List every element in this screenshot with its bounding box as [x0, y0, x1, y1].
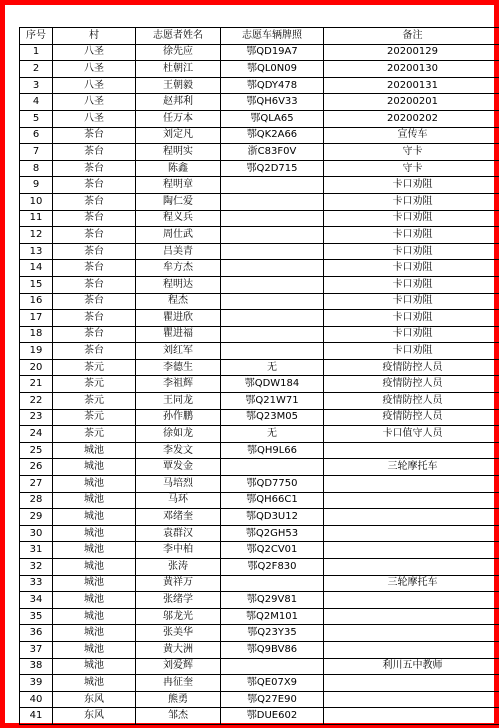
- cell-village: 茶台: [53, 144, 136, 161]
- table-row: [20, 708, 499, 725]
- cell-plate: [221, 658, 324, 675]
- table-row: [20, 61, 499, 78]
- cell-village: 八圣: [53, 44, 136, 61]
- cell-volunteer-name: 程杰: [136, 293, 221, 310]
- cell-plate: 鄂QL0N09: [221, 61, 324, 78]
- table-row: [20, 509, 499, 526]
- table-row: [20, 559, 499, 576]
- cell-volunteer-name: 李中柏: [136, 542, 221, 559]
- table-row: [20, 127, 499, 144]
- cell-plate: [221, 459, 324, 476]
- cell-plate: [221, 260, 324, 277]
- cell-plate: 鄂QH66C1: [221, 492, 324, 509]
- cell-no: 26: [20, 459, 53, 476]
- cell-plate: 浙C83F0V: [221, 144, 324, 161]
- cell-remark: [324, 675, 499, 692]
- cell-remark: 卡口值守人员: [324, 426, 499, 443]
- cell-village: 城池: [53, 625, 136, 642]
- cell-village: 茶台: [53, 127, 136, 144]
- cell-plate: 鄂Q2CV01: [221, 542, 324, 559]
- cell-remark: 20200129: [324, 44, 499, 61]
- cell-remark: 疫情防控人员: [324, 376, 499, 393]
- cell-no: 10: [20, 193, 53, 210]
- header-volunteer-name: 志愿者姓名: [136, 28, 221, 45]
- cell-plate: [221, 343, 324, 360]
- cell-plate: 鄂Q2D715: [221, 160, 324, 177]
- table-row: [20, 276, 499, 293]
- cell-no: 3: [20, 77, 53, 94]
- table-row: [20, 310, 499, 327]
- cell-volunteer-name: 刘红军: [136, 343, 221, 360]
- table-row: [20, 160, 499, 177]
- cell-remark: 三轮摩托车: [324, 575, 499, 592]
- table-body: [20, 44, 499, 724]
- cell-plate: 鄂DUE602: [221, 708, 324, 725]
- table-row: [20, 326, 499, 343]
- cell-remark: [324, 442, 499, 459]
- cell-remark: [324, 542, 499, 559]
- cell-remark: 疫情防控人员: [324, 359, 499, 376]
- cell-remark: 卡口劝阻: [324, 343, 499, 360]
- cell-plate: 鄂QH9L66: [221, 442, 324, 459]
- cell-no: 5: [20, 110, 53, 127]
- cell-plate: [221, 210, 324, 227]
- cell-village: 八圣: [53, 77, 136, 94]
- cell-volunteer-name: 杜朝江: [136, 61, 221, 78]
- table-row: [20, 658, 499, 675]
- table-row: [20, 94, 499, 111]
- cell-volunteer-name: 瞿进欣: [136, 310, 221, 327]
- cell-volunteer-name: 王朝毅: [136, 77, 221, 94]
- cell-village: 茶台: [53, 276, 136, 293]
- cell-remark: 卡口劝阻: [324, 260, 499, 277]
- table-row: [20, 260, 499, 277]
- cell-remark: 卡口劝阻: [324, 293, 499, 310]
- cell-remark: 卡口劝阻: [324, 210, 499, 227]
- cell-plate: [221, 177, 324, 194]
- cell-no: 23: [20, 409, 53, 426]
- cell-remark: [324, 691, 499, 708]
- table-row: [20, 293, 499, 310]
- cell-volunteer-name: 张美华: [136, 625, 221, 642]
- cell-village: 茶台: [53, 193, 136, 210]
- table-row: [20, 343, 499, 360]
- cell-volunteer-name: 瞿进福: [136, 326, 221, 343]
- cell-volunteer-name: 李发文: [136, 442, 221, 459]
- cell-volunteer-name: 黄大洲: [136, 641, 221, 658]
- cell-no: 14: [20, 260, 53, 277]
- cell-no: 39: [20, 675, 53, 692]
- cell-village: 茶元: [53, 393, 136, 410]
- cell-remark: 三轮摩托车: [324, 459, 499, 476]
- cell-no: 41: [20, 708, 53, 725]
- cell-no: 25: [20, 442, 53, 459]
- cell-plate: 无: [221, 426, 324, 443]
- cell-no: 31: [20, 542, 53, 559]
- cell-remark: [324, 608, 499, 625]
- table-row: [20, 393, 499, 410]
- table-row: [20, 442, 499, 459]
- header-plate: 志愿车辆牌照: [221, 28, 324, 45]
- cell-village: 城池: [53, 641, 136, 658]
- header-village: 村: [53, 28, 136, 45]
- cell-plate: [221, 193, 324, 210]
- cell-no: 18: [20, 326, 53, 343]
- cell-volunteer-name: 程明达: [136, 276, 221, 293]
- cell-volunteer-name: 徐先应: [136, 44, 221, 61]
- cell-village: 茶台: [53, 343, 136, 360]
- cell-no: 6: [20, 127, 53, 144]
- cell-village: 东风: [53, 691, 136, 708]
- cell-plate: [221, 293, 324, 310]
- cell-remark: [324, 625, 499, 642]
- cell-no: 34: [20, 592, 53, 609]
- header-no: 序号: [20, 28, 53, 45]
- table-row: [20, 177, 499, 194]
- cell-volunteer-name: 冉征奎: [136, 675, 221, 692]
- cell-plate: [221, 575, 324, 592]
- cell-volunteer-name: 李祖辉: [136, 376, 221, 393]
- cell-plate: 鄂Q9BV86: [221, 641, 324, 658]
- cell-village: 城池: [53, 608, 136, 625]
- cell-volunteer-name: 邓绪奎: [136, 509, 221, 526]
- header-remark: 备注: [324, 28, 499, 45]
- table-row: [20, 476, 499, 493]
- table-row: [20, 525, 499, 542]
- cell-remark: 卡口劝阻: [324, 276, 499, 293]
- cell-volunteer-name: 赵邦利: [136, 94, 221, 111]
- cell-plate: [221, 276, 324, 293]
- cell-remark: [324, 509, 499, 526]
- cell-village: 茶元: [53, 426, 136, 443]
- cell-village: 八圣: [53, 94, 136, 111]
- cell-plate: 鄂QK2A66: [221, 127, 324, 144]
- table-row: [20, 359, 499, 376]
- cell-plate: 鄂Q21W71: [221, 393, 324, 410]
- cell-plate: [221, 243, 324, 260]
- table-row: [20, 426, 499, 443]
- cell-village: 茶元: [53, 359, 136, 376]
- cell-remark: 卡口劝阻: [324, 227, 499, 244]
- cell-remark: 守卡: [324, 144, 499, 161]
- table-row: [20, 608, 499, 625]
- cell-volunteer-name: 王同龙: [136, 393, 221, 410]
- cell-village: 茶台: [53, 210, 136, 227]
- cell-volunteer-name: 熊勇: [136, 691, 221, 708]
- cell-no: 24: [20, 426, 53, 443]
- cell-no: 33: [20, 575, 53, 592]
- cell-remark: 卡口劝阻: [324, 243, 499, 260]
- cell-remark: 卡口劝阻: [324, 177, 499, 194]
- table-row: [20, 227, 499, 244]
- cell-no: 27: [20, 476, 53, 493]
- cell-plate: [221, 310, 324, 327]
- table-row: [20, 641, 499, 658]
- cell-no: 28: [20, 492, 53, 509]
- cell-no: 30: [20, 525, 53, 542]
- cell-village: 城池: [53, 525, 136, 542]
- cell-village: 城池: [53, 542, 136, 559]
- cell-no: 35: [20, 608, 53, 625]
- cell-volunteer-name: 徐如龙: [136, 426, 221, 443]
- cell-plate: 鄂QLA65: [221, 110, 324, 127]
- table-row: [20, 691, 499, 708]
- cell-village: 八圣: [53, 61, 136, 78]
- cell-village: 茶台: [53, 326, 136, 343]
- cell-no: 37: [20, 641, 53, 658]
- cell-volunteer-name: 程明实: [136, 144, 221, 161]
- cell-volunteer-name: 黄祥万: [136, 575, 221, 592]
- cell-no: 9: [20, 177, 53, 194]
- cell-remark: [324, 641, 499, 658]
- cell-volunteer-name: 陶仁爱: [136, 193, 221, 210]
- cell-no: 16: [20, 293, 53, 310]
- cell-plate: 鄂QD19A7: [221, 44, 324, 61]
- cell-volunteer-name: 程明章: [136, 177, 221, 194]
- cell-remark: 疫情防控人员: [324, 393, 499, 410]
- cell-village: 城池: [53, 658, 136, 675]
- table-row: [20, 409, 499, 426]
- cell-plate: 鄂QE07X9: [221, 675, 324, 692]
- cell-remark: [324, 525, 499, 542]
- cell-remark: 20200201: [324, 94, 499, 111]
- cell-remark: [324, 559, 499, 576]
- cell-remark: 利川五中教师: [324, 658, 499, 675]
- cell-village: 城池: [53, 559, 136, 576]
- cell-plate: 鄂Q23Y35: [221, 625, 324, 642]
- cell-plate: 鄂QD3U12: [221, 509, 324, 526]
- cell-village: 茶台: [53, 310, 136, 327]
- cell-volunteer-name: 马环: [136, 492, 221, 509]
- cell-no: 38: [20, 658, 53, 675]
- cell-no: 12: [20, 227, 53, 244]
- table-row: [20, 243, 499, 260]
- cell-volunteer-name: 邹杰: [136, 708, 221, 725]
- cell-remark: [324, 492, 499, 509]
- cell-volunteer-name: 任万本: [136, 110, 221, 127]
- table-row: [20, 575, 499, 592]
- table-row: [20, 144, 499, 161]
- cell-no: 4: [20, 94, 53, 111]
- cell-plate: 鄂Q2M101: [221, 608, 324, 625]
- cell-plate: 鄂Q2F830: [221, 559, 324, 576]
- cell-no: 2: [20, 61, 53, 78]
- cell-village: 茶台: [53, 177, 136, 194]
- cell-plate: 鄂Q27E90: [221, 691, 324, 708]
- cell-remark: 20200202: [324, 110, 499, 127]
- cell-village: 城池: [53, 476, 136, 493]
- cell-village: 茶台: [53, 227, 136, 244]
- cell-remark: [324, 708, 499, 725]
- volunteer-table: [19, 27, 499, 725]
- cell-plate: 鄂Q23M05: [221, 409, 324, 426]
- cell-village: 城池: [53, 492, 136, 509]
- cell-no: 7: [20, 144, 53, 161]
- cell-plate: [221, 227, 324, 244]
- cell-no: 13: [20, 243, 53, 260]
- cell-no: 1: [20, 44, 53, 61]
- cell-volunteer-name: 邬龙光: [136, 608, 221, 625]
- cell-plate: 鄂QDY478: [221, 77, 324, 94]
- table-row: [20, 675, 499, 692]
- cell-village: 茶台: [53, 243, 136, 260]
- table-row: [20, 625, 499, 642]
- cell-no: 15: [20, 276, 53, 293]
- cell-no: 20: [20, 359, 53, 376]
- cell-no: 19: [20, 343, 53, 360]
- cell-plate: 鄂Q2GH53: [221, 525, 324, 542]
- cell-no: 21: [20, 376, 53, 393]
- cell-volunteer-name: 周仕武: [136, 227, 221, 244]
- table-row: [20, 592, 499, 609]
- cell-remark: 卡口劝阻: [324, 310, 499, 327]
- cell-village: 城池: [53, 575, 136, 592]
- cell-remark: 20200131: [324, 77, 499, 94]
- cell-village: 茶元: [53, 376, 136, 393]
- cell-village: 城池: [53, 459, 136, 476]
- cell-volunteer-name: 刘爱辉: [136, 658, 221, 675]
- cell-village: 城池: [53, 442, 136, 459]
- table-row: [20, 210, 499, 227]
- cell-remark: 守卡: [324, 160, 499, 177]
- cell-plate: 鄂QDW184: [221, 376, 324, 393]
- cell-remark: 卡口劝阻: [324, 326, 499, 343]
- table-row: [20, 110, 499, 127]
- cell-volunteer-name: 马培烈: [136, 476, 221, 493]
- cell-village: 茶台: [53, 293, 136, 310]
- cell-volunteer-name: 牟方杰: [136, 260, 221, 277]
- cell-village: 茶台: [53, 160, 136, 177]
- cell-village: 茶元: [53, 409, 136, 426]
- cell-no: 32: [20, 559, 53, 576]
- cell-village: 八圣: [53, 110, 136, 127]
- cell-volunteer-name: 张涛: [136, 559, 221, 576]
- table-row: [20, 542, 499, 559]
- table-row: [20, 44, 499, 61]
- cell-village: 东风: [53, 708, 136, 725]
- cell-remark: [324, 476, 499, 493]
- cell-no: 36: [20, 625, 53, 642]
- cell-volunteer-name: 张绪学: [136, 592, 221, 609]
- cell-village: 城池: [53, 509, 136, 526]
- cell-remark: [324, 592, 499, 609]
- cell-volunteer-name: 李德生: [136, 359, 221, 376]
- cell-plate: 鄂QH6V33: [221, 94, 324, 111]
- cell-remark: 疫情防控人员: [324, 409, 499, 426]
- table-row: [20, 376, 499, 393]
- cell-village: 城池: [53, 675, 136, 692]
- cell-plate: [221, 326, 324, 343]
- cell-no: 17: [20, 310, 53, 327]
- table-row: [20, 492, 499, 509]
- cell-remark: 卡口劝阻: [324, 193, 499, 210]
- cell-no: 40: [20, 691, 53, 708]
- cell-no: 29: [20, 509, 53, 526]
- cell-volunteer-name: 陈鑫: [136, 160, 221, 177]
- table-row: [20, 459, 499, 476]
- cell-plate: 鄂QD7750: [221, 476, 324, 493]
- cell-no: 11: [20, 210, 53, 227]
- cell-volunteer-name: 孙作鹏: [136, 409, 221, 426]
- cell-volunteer-name: 袁群汉: [136, 525, 221, 542]
- cell-volunteer-name: 刘定凡: [136, 127, 221, 144]
- cell-no: 8: [20, 160, 53, 177]
- header-row: [20, 28, 499, 45]
- cell-village: 城池: [53, 592, 136, 609]
- cell-volunteer-name: 覃发金: [136, 459, 221, 476]
- cell-village: 茶台: [53, 260, 136, 277]
- cell-volunteer-name: 吕美青: [136, 243, 221, 260]
- cell-remark: 20200130: [324, 61, 499, 78]
- table-row: [20, 193, 499, 210]
- table-row: [20, 77, 499, 94]
- cell-remark: 宣传车: [324, 127, 499, 144]
- cell-no: 22: [20, 393, 53, 410]
- cell-plate: 鄂Q29V81: [221, 592, 324, 609]
- cell-plate: 无: [221, 359, 324, 376]
- cell-volunteer-name: 程义兵: [136, 210, 221, 227]
